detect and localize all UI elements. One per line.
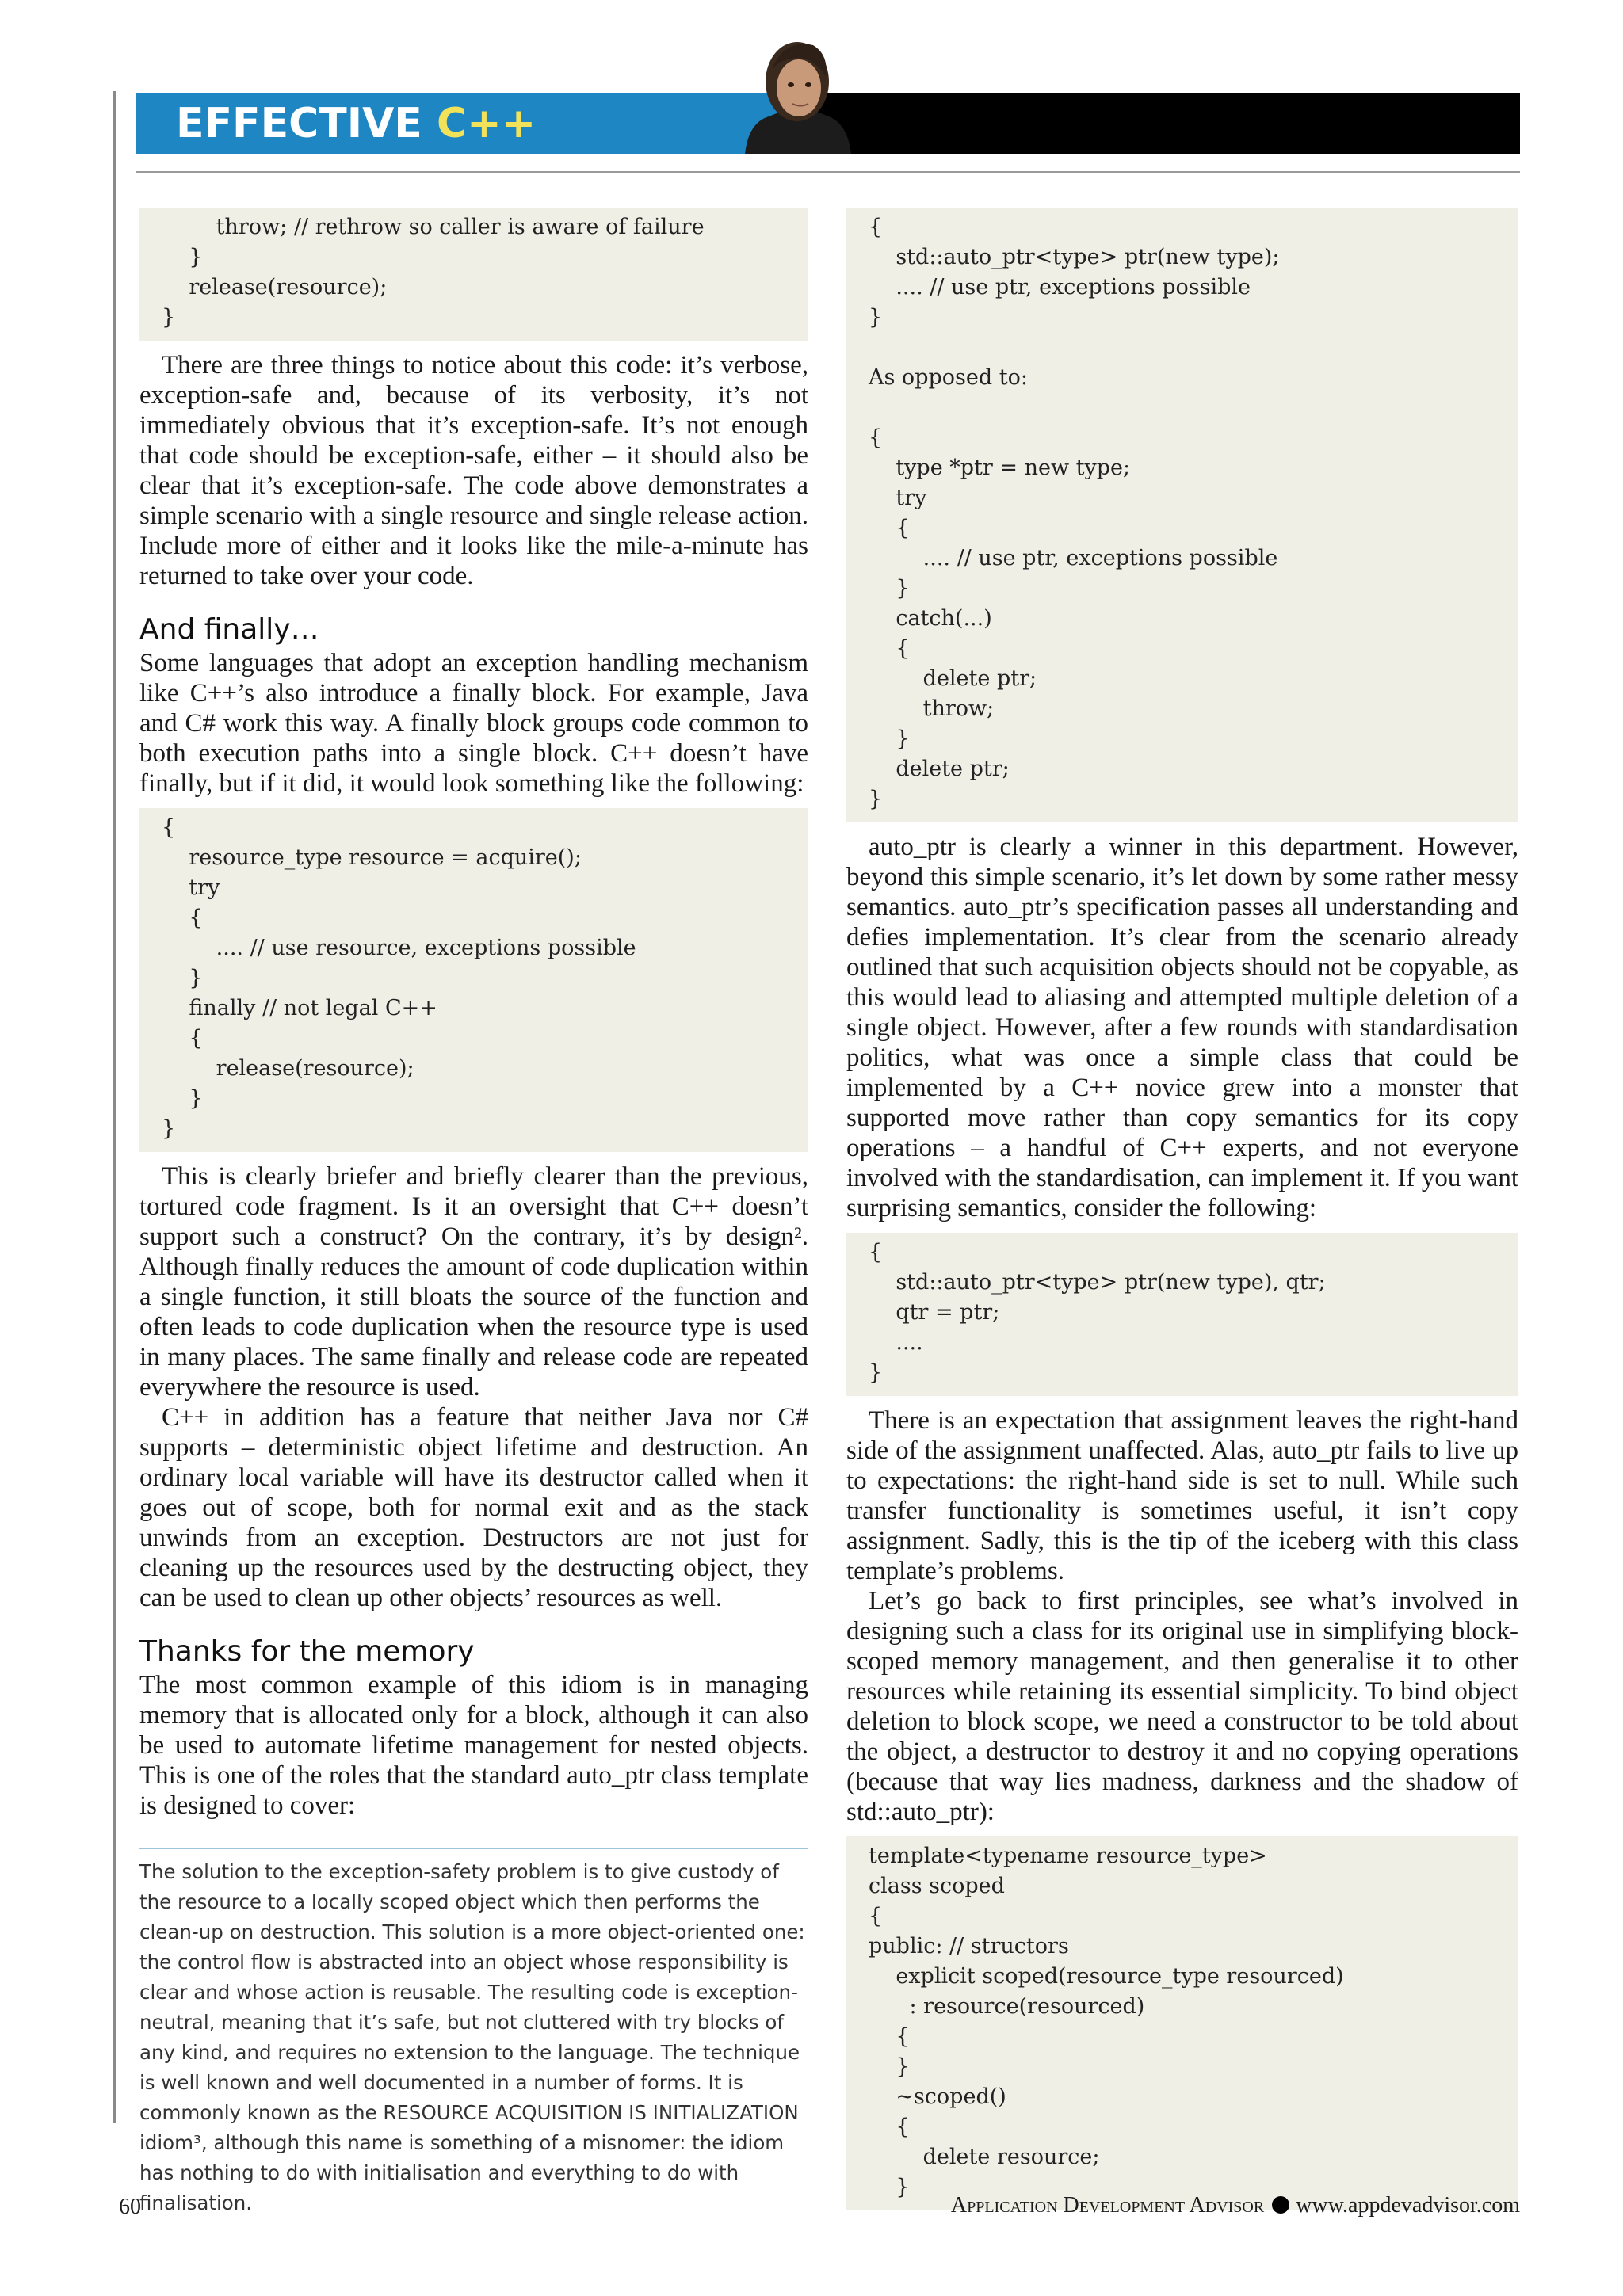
paragraph-auto-ptr-winner: auto_ptr is clearly a winner in this department. However, beyond this simple scenario, it’s let down by some rather messy semantics. auto_ptr’s specification passes all understanding and defies implementation. It’s clear from the scenario already outlined that such acquisition objects should not be copyable, as this would lead to aliasing and attempted multiple deletion of a single object. However, after a few rounds with standardisation politics, what was once a simple class that could be implemented by a C++ novice grew into a monster that supported move rather than copy semantics for its copy operations – a handful of C++ experts, and not everyone involved with the standardisation, can implement it. If you want surprising semantics, consider the following: bbox=[846, 833, 1518, 1222]
code-line: { bbox=[869, 2115, 910, 2139]
code-line: { bbox=[869, 1240, 883, 1264]
code-line: .... // use ptr, exceptions possible bbox=[869, 546, 1278, 570]
code-line: } bbox=[869, 2054, 910, 2079]
code-line: ~scoped() bbox=[869, 2084, 1006, 2109]
page-number: 60 bbox=[119, 2195, 141, 2219]
code-line: { bbox=[869, 215, 883, 239]
code-line: std::auto_ptr<type> ptr(new type); bbox=[869, 245, 1280, 269]
column-title bbox=[176, 97, 536, 151]
code-line: delete resource; bbox=[869, 2145, 1100, 2169]
code-line: class scoped bbox=[869, 1874, 1005, 1898]
column-title-main: EFFECTIVE bbox=[176, 100, 437, 147]
code-line: std::auto_ptr<type> ptr(new type), qtr; bbox=[869, 1270, 1326, 1295]
code-block-auto-ptr-comparison bbox=[846, 208, 1518, 822]
code-block-auto-ptr-assignment bbox=[846, 1233, 1518, 1396]
author-portrait bbox=[737, 28, 856, 154]
footer-publication bbox=[951, 2193, 1520, 2218]
code-line: resource_type resource = acquire(); bbox=[162, 845, 582, 870]
code-line bbox=[869, 333, 1518, 363]
paragraph-deterministic: C++ in addition has a feature that neither Java nor C# supports – deterministic object lifetime and destruction. An ordinary local variable will have its destructor called when it goes out of scope, both for normal exit and as the stack unwinds from an exception. Destructors are not just for cleaning up the resources used by the destructing object, they can be used to clean up other objects’ resources as well. bbox=[139, 1403, 808, 1612]
code-line: : resource(resourced) bbox=[869, 1994, 1145, 2019]
code-line: release(resource); bbox=[162, 1056, 414, 1081]
code-line: } bbox=[869, 727, 910, 751]
code-line bbox=[869, 393, 1518, 423]
code-line: finally // not legal C++ bbox=[162, 996, 437, 1020]
heading-thanks-for-the-memory: Thanks for the memory bbox=[139, 1635, 475, 1668]
code-line: throw; // rethrow so caller is aware of failure bbox=[162, 215, 705, 239]
header-rule bbox=[136, 171, 1520, 173]
code-block-scoped-template bbox=[846, 1836, 1518, 2210]
code-line: try bbox=[869, 486, 927, 510]
publication-url: www.appdevadvisor.com bbox=[1296, 2193, 1520, 2218]
code-line: } bbox=[869, 2175, 910, 2199]
code-line: qtr = ptr; bbox=[869, 1300, 1000, 1325]
left-column bbox=[139, 208, 808, 2218]
code-line: { bbox=[162, 1026, 203, 1051]
code-line: } bbox=[869, 1360, 883, 1385]
paragraph-briefer: This is clearly briefer and briefly clearer than the previous, tortured code fragment. Is it an oversight that C++ doesn’t support such a construct? On the contrary, it’s by design². Although finally reduces the amount of code duplication within a single function, it still bloats the source of the function and often leads to code duplication when the resource type is used in many places. The same finally and release code are repeated everywhere the resource is used. bbox=[139, 1162, 808, 1402]
code-line: explicit scoped(resource_type resourced) bbox=[869, 1964, 1344, 1989]
code-line: catch(...) bbox=[869, 606, 992, 631]
sidebar-raii: The solution to the exception-safety problem is to give custody of the resource to a locally scoped object which then performs the clean-up on destruction. This solution is a more object-oriented one: the control flow is abstracted into an object whose responsibility is clear and whose action is reusable. The resulting code is exception-neutral, meaning that it’s safe, but not cluttered with try blocks of any kind, and requires no extension to the language. The technique is well known and well documented in a number of forms. It is commonly known as the RESOURCE ACQUISITION IS INITIALIZATION idiom³, although this name is something of a misnomer: the idiom has nothing to do with initialisation and everything to do with finalisation. bbox=[139, 1848, 808, 2218]
code-line: try bbox=[162, 875, 220, 900]
code-line: } bbox=[162, 1116, 176, 1141]
code-line: .... // use ptr, exceptions possible bbox=[869, 275, 1251, 299]
code-line: } bbox=[869, 305, 883, 330]
code-line: { bbox=[162, 815, 176, 840]
code-block-rethrow bbox=[139, 208, 808, 341]
code-line: { bbox=[869, 636, 910, 661]
code-line: delete ptr; bbox=[869, 757, 1010, 781]
paragraph-finally-intro: Some languages that adopt an exception handling mechanism like C++’s also introduce a finally block. For example, Java and C# work this way. A finally block groups code common to both execution paths into a single block. C++ doesn’t have finally, but if it did, it would look something like the following: bbox=[139, 649, 808, 798]
paragraph-first-principles: Let’s go back to first principles, see what’s involved in designing such a class for its original use in simplifying block-scoped memory management, and then generalise it to other resources while retaining its essential simplicity. To bind object deletion to block scope, we need a constructor to be told about the object, a destructor to destroy it and no copying operations (because that way lies madness, darkness and the shadow of std::auto_ptr): bbox=[846, 1587, 1518, 1826]
code-line: { bbox=[869, 1904, 883, 1928]
code-line: throw; bbox=[869, 696, 995, 721]
code-line: release(resource); bbox=[162, 275, 388, 299]
paragraph-memory: The most common example of this idiom is in managing memory that is allocated only for a block, although it can also be used to automate lifetime management for nested objects. This is one of the roles that the standard auto_ptr class template is designed to cover: bbox=[139, 1671, 808, 1820]
code-line: template<typename resource_type> bbox=[869, 1844, 1267, 1868]
paragraph-assignment-expectation: There is an expectation that assignment leaves the right-hand side of the assignment unaffected. Alas, auto_ptr fails to live up to expectations: the right-hand side is set to null. While such transfer functionality is sometimes useful, it isn’t copy assignment. Sadly, this is the tip of the iceberg with this class template’s problems. bbox=[846, 1406, 1518, 1585]
code-block-finally bbox=[139, 808, 808, 1152]
code-line: } bbox=[869, 576, 910, 601]
code-line: .... // use resource, exceptions possible bbox=[162, 936, 636, 960]
right-column bbox=[846, 208, 1518, 2210]
code-line: type *ptr = new type; bbox=[869, 456, 1131, 480]
code-line: As opposed to: bbox=[869, 365, 1028, 390]
code-line: } bbox=[162, 305, 176, 330]
code-line: public: // structors bbox=[869, 1934, 1069, 1958]
code-line: } bbox=[162, 245, 203, 269]
column-title-accent: C++ bbox=[436, 100, 537, 147]
bullet-dot bbox=[1272, 2196, 1289, 2214]
code-line: .... bbox=[869, 1330, 923, 1355]
heading-and-finally: And finally… bbox=[139, 613, 319, 646]
code-line: } bbox=[162, 966, 203, 990]
paragraph-verbose: There are three things to notice about this code: it’s verbose, exception-safe and, because of its verbosity, it’s not immediately obvious that it’s exception-safe. It’s not enough that code should be exception-safe, either – it should also be clear that it’s exception-safe. The code above demonstrates a simple scenario with a single resource and single release action. Include more of either and it looks like the mile-a-minute has returned to take over your code. bbox=[139, 351, 808, 590]
code-line: delete ptr; bbox=[869, 666, 1037, 691]
code-line: { bbox=[869, 425, 883, 450]
publication-name: Application Development Advisor bbox=[950, 2193, 1265, 2218]
banner-black-bar bbox=[778, 93, 1520, 154]
code-line: } bbox=[869, 787, 883, 811]
left-margin-rule bbox=[113, 91, 116, 2123]
code-line: { bbox=[162, 906, 203, 930]
code-line: } bbox=[162, 1086, 203, 1111]
code-line: { bbox=[869, 2024, 910, 2049]
code-line: { bbox=[869, 516, 910, 540]
